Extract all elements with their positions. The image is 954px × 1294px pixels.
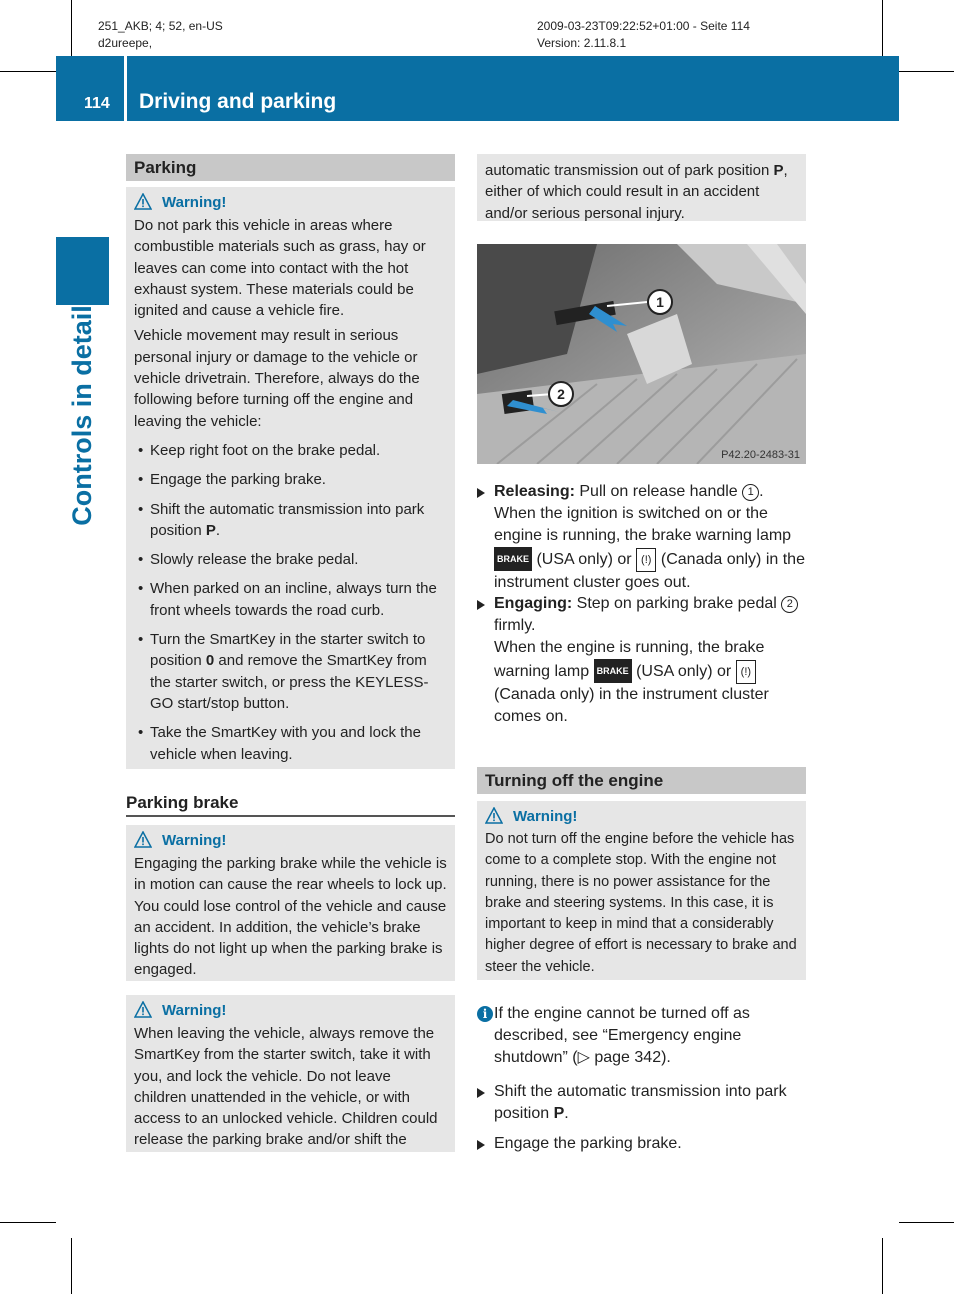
step-text: .: [564, 1105, 569, 1122]
subheading-parking-brake: Parking brake: [126, 793, 239, 812]
warning-triangle-icon: [134, 193, 152, 211]
warning-paragraph: Do not turn off the engine before the vehicle has come to a complete stop. With the engine not running, there is no power assistance for the brake and steering systems. In this case, it is important to keep in mind that a considerably higher degree of effort is necessary to brake and steer the vehicle.: [485, 831, 797, 975]
warning-box-continued: [477, 154, 806, 221]
step-text: (Canada only) in the instrument cluster goes out.: [494, 551, 805, 591]
step-text: Step on parking brake pedal: [572, 595, 782, 612]
callout-1-ref: 1: [742, 484, 759, 501]
bullet-text: Shift the automatic transmission into park position: [150, 500, 425, 539]
warning-title: [134, 831, 447, 849]
bullet-text: .: [215, 521, 221, 539]
step-text: (USA only) or: [631, 663, 736, 680]
meta-left-line1: 251_AKB; 4; 52, en-US: [98, 19, 223, 33]
meta-right-line1: 2009-03-23T09:22:52+01:00 - Seite 114: [537, 19, 750, 33]
parking-brake-figure: [477, 244, 806, 464]
warning-paragraph: When leaving the vehicle, always remove the SmartKey from the starter switch, take it with you, and lock the vehicle. Do not leave children unattended in the vehicle, or with access to an unlocked vehicle. Children could release the parking brake and/or shift the: [134, 1025, 438, 1149]
brake-lamp-usa-icon: BRAKE: [594, 659, 632, 683]
warning-title-text: Warning!: [162, 831, 227, 849]
warning-box-leaving: [126, 995, 455, 1152]
side-section-label: [56, 304, 109, 526]
step-text: Pull on release handle: [574, 483, 743, 500]
warning-box-turning-off: [477, 801, 806, 980]
bullet-text: and remove the SmartKey from the starter switch, or press the KEYLESS-GO start/stop button.: [150, 652, 429, 712]
meta-left-line2: d2ureepe,: [98, 36, 153, 50]
header-divider: [124, 56, 127, 121]
figure-reference: P42.20-2483-31: [721, 449, 800, 461]
crop-mark: [71, 0, 72, 56]
callout-2-number: 2: [557, 386, 565, 402]
step-arrow-icon: [477, 600, 485, 610]
section-heading-turning-off: Turning off the engine: [477, 767, 806, 794]
side-section-text: Controls in detail: [67, 304, 98, 526]
step-bold: P: [553, 1105, 565, 1122]
callout-2-ref: 2: [781, 596, 798, 613]
crop-mark: [899, 1222, 954, 1223]
bullet-text: Keep right foot on the brake pedal.: [150, 441, 381, 459]
step-label: Releasing:: [494, 483, 575, 500]
bullet-bold: 0: [205, 652, 215, 670]
bullet-text: Turn the SmartKey in the starter switch to position: [150, 631, 426, 670]
warning-title: [485, 807, 798, 825]
bullet-bold: P: [205, 521, 216, 539]
side-tab-marker: [56, 237, 109, 305]
warning-box-parking-brake: [126, 825, 455, 981]
step-label: Engaging:: [494, 595, 573, 612]
section-heading-parking: Parking: [126, 154, 455, 181]
step-text: (Canada only) in the instrument cluster comes on.: [494, 686, 769, 725]
bullet-text: Engage the parking brake.: [150, 471, 326, 489]
warning-title: [134, 1001, 447, 1019]
print-meta-left: [98, 18, 223, 52]
step-text: When the engine is running, the brake warning lamp: [494, 639, 765, 680]
crop-mark: [0, 1222, 56, 1223]
info-icon: i: [477, 1006, 493, 1022]
warning-triangle-icon: [134, 1001, 152, 1019]
chapter-title: Driving and parking: [139, 90, 337, 113]
warning-bullet: • Take the SmartKey with you and lock the vehicle when leaving.: [138, 724, 421, 763]
step-arrow-icon: [477, 1140, 485, 1150]
info-text: page 342).: [589, 1049, 671, 1066]
info-note: [477, 1003, 807, 1069]
brake-lamp-canada-icon: (!): [736, 660, 756, 684]
warning-bullet: • Engage the parking brake.: [138, 471, 326, 489]
step-arrow-icon: [477, 1088, 485, 1098]
warning-bullet: • Keep right foot on the brake pedal.: [138, 441, 381, 459]
crop-mark: [882, 0, 883, 56]
warning-paragraph: [485, 160, 798, 224]
bullet-text: Take the SmartKey with you and lock the vehicle when leaving.: [150, 724, 421, 763]
brake-lamp-canada-icon: (!): [636, 548, 656, 572]
crop-mark: [882, 1238, 883, 1294]
step-releasing: [477, 481, 807, 594]
step-arrow-icon: [477, 488, 485, 498]
step-text: firmly.: [494, 617, 536, 634]
step-text: (USA only) or: [532, 551, 637, 568]
bullet-text: Slowly release the brake pedal.: [150, 551, 359, 569]
step-engaging: [477, 593, 807, 728]
step-text: Engage the parking brake.: [494, 1135, 682, 1152]
warning-title-text: Warning!: [162, 1001, 227, 1019]
warning-bullet: • When parked on an incline, always turn the front wheels towards the road curb.: [138, 580, 437, 619]
page-number: 114: [84, 95, 110, 112]
callout-1-number: 1: [656, 294, 664, 310]
continued-text: automatic transmission out of park position: [485, 162, 774, 179]
warning-bullet: • Turn the SmartKey in the starter switch to position 0 and remove the SmartKey from the starter switch, or press the KEYLESS-GO start/stop button.: [138, 631, 429, 712]
warning-title: [134, 193, 447, 211]
warning-paragraph: Vehicle movement may result in serious personal injury or damage to the vehicle or vehicle drivetrain. Therefore, always do the following before turning off the engine and leaving the vehicle:: [134, 327, 420, 430]
warning-title-text: Warning!: [162, 193, 227, 211]
warning-box-parking: [126, 187, 455, 769]
crop-mark: [71, 1238, 72, 1294]
page-ref-arrow-icon: ▷: [577, 1049, 590, 1066]
continued-bold: P: [773, 162, 784, 179]
continued-text: , either of which could result in an accident and/or serious personal injury.: [485, 162, 788, 222]
brake-lamp-usa-icon: BRAKE: [494, 547, 532, 571]
warning-paragraph: Engaging the parking brake while the vehicle is in motion can cause the rear wheels to lock up. You could lose control of the vehicle and cause an accident. In addition, the vehicle’s brake lights do not light up when the parking brake is engaged.: [134, 855, 447, 979]
warning-triangle-icon: [485, 807, 503, 825]
step-shift-park: [477, 1081, 807, 1125]
warning-bullet: • Slowly release the brake pedal.: [138, 551, 359, 569]
step-text: Shift the automatic transmission into park position: [494, 1083, 787, 1122]
crop-mark: [899, 71, 954, 72]
print-meta-right: [537, 18, 750, 52]
info-text: If the engine cannot be turned off as described, see “Emergency engine shutdown” (: [494, 1005, 750, 1066]
step-text: When the ignition is switched on or the engine is running, the brake warning lamp: [494, 505, 792, 544]
crop-mark: [0, 71, 56, 72]
warning-bullet: • Shift the automatic transmission into park position P.: [138, 500, 425, 539]
warning-triangle-icon: [134, 831, 152, 849]
bullet-text: When parked on an incline, always turn the front wheels towards the road curb.: [150, 580, 437, 619]
warning-paragraph: Do not park this vehicle in areas where combustible materials such as grass, hay or leaves can come into contact with the hot exhaust system. These materials could be ignited and cause a vehicle fire.: [134, 217, 426, 320]
subheading-rule: [126, 815, 455, 817]
warning-title-text: Warning!: [513, 807, 578, 825]
meta-right-line2: Version: 2.11.8.1: [537, 36, 627, 50]
step-engage-brake: [477, 1133, 807, 1155]
step-text: .: [759, 483, 764, 500]
